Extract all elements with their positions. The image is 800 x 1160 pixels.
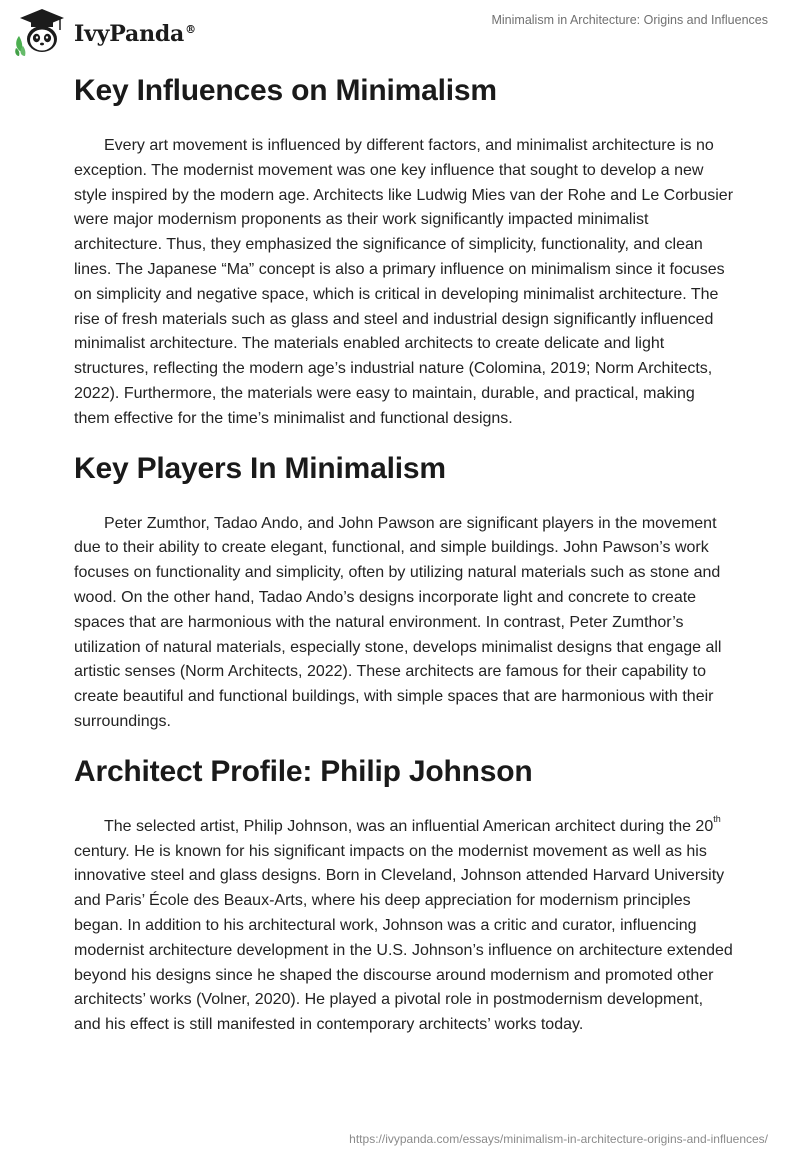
heading-key-influences: Key Influences on Minimalism	[74, 74, 497, 107]
paragraph-key-players: Peter Zumthor, Tadao Ando, and John Pawson are significant players in the movement due to their ability to create elegant, functional, and simple buildings. John Pawson’s work focuses on functionality and simplicity, often by utilizing natural materials such as stone and wood. On the other hand, Tadao Ando’s designs incorporate light and concrete to create spaces that are harmonious with the natural environment. In contrast, Peter Zumthor’s utilization of natural materials, especially stone, develops minimalist designs that engage all artistic senses (Norm Architects, 2022). These architects are famous for their capability to create beautiful and functional buildings, with simple spaces that are harmonious with their surroundings.	[74, 514, 722, 730]
page-header	[0, 0, 800, 64]
superscript-th: th	[713, 814, 721, 825]
paragraph-key-influences: Every art movement is influenced by different factors, and minimalist architecture is no exception. The modernist movement was one key influence that sought to develop a new style inspired by the modern age. Architects like Ludwig Mies van der Rohe and Le Corbusier were major modernism proponents as their work significantly impacted minimalist architecture. Thus, they emphasized the significance of simplicity, functionality, and clean lines. The Japanese “Ma” concept is also a primary influence on minimalism since it focuses on simplicity and negative space, which is critical in developing minimalist architecture. The rise of fresh materials such as glass and steel and industrial design significantly influenced minimalist architecture. The materials enabled architects to create delicate and light structures, reflecting the modern age’s industrial nature (Colomina, 2019; Norm Architects, 2022). Furthermore, the materials were easy to maintain, durable, and practical, making them effective for the time’s minimalist and functional designs.	[74, 137, 734, 427]
heading-key-players: Key Players In Minimalism	[74, 451, 446, 485]
paragraph-part-2: century. He is known for his significant impacts on the modernist movement as well as his innovative steel and glass designs. Born in Cleveland, Johnson attended Harvard University and Paris’ École des Beaux-Arts, where his deep appreciation for modernism principles began. In addition to his architectural work, Johnson was a critic and curator, influencing modernist architecture development in the U.S. Johnson’s influence on architecture extended beyond his designs since he shaped the discourse around modernism and promoted other architects’ works (Volner, 2020). He played a pivotal role in postmodernism development, and his effect is still manifested in contemporary architects’ works today.	[74, 842, 733, 1034]
logo-text: IvyPanda®	[74, 21, 196, 47]
source-url[interactable]: https://ivypanda.com/essays/minimalism-in-architecture-origins-and-influences/	[349, 1132, 768, 1146]
ivypanda-logo[interactable]	[14, 6, 196, 58]
essay-content	[74, 70, 734, 1038]
heading-architect-profile: Architect Profile: Philip Johnson	[74, 754, 533, 788]
panda-graduate-icon	[14, 6, 70, 58]
paragraph-part-1: The selected artist, Philip Johnson, was an influential American architect during the 20	[104, 817, 714, 835]
paragraph-architect-profile	[74, 815, 734, 1038]
document-title: Minimalism in Architecture: Origins and Influences	[491, 13, 768, 27]
